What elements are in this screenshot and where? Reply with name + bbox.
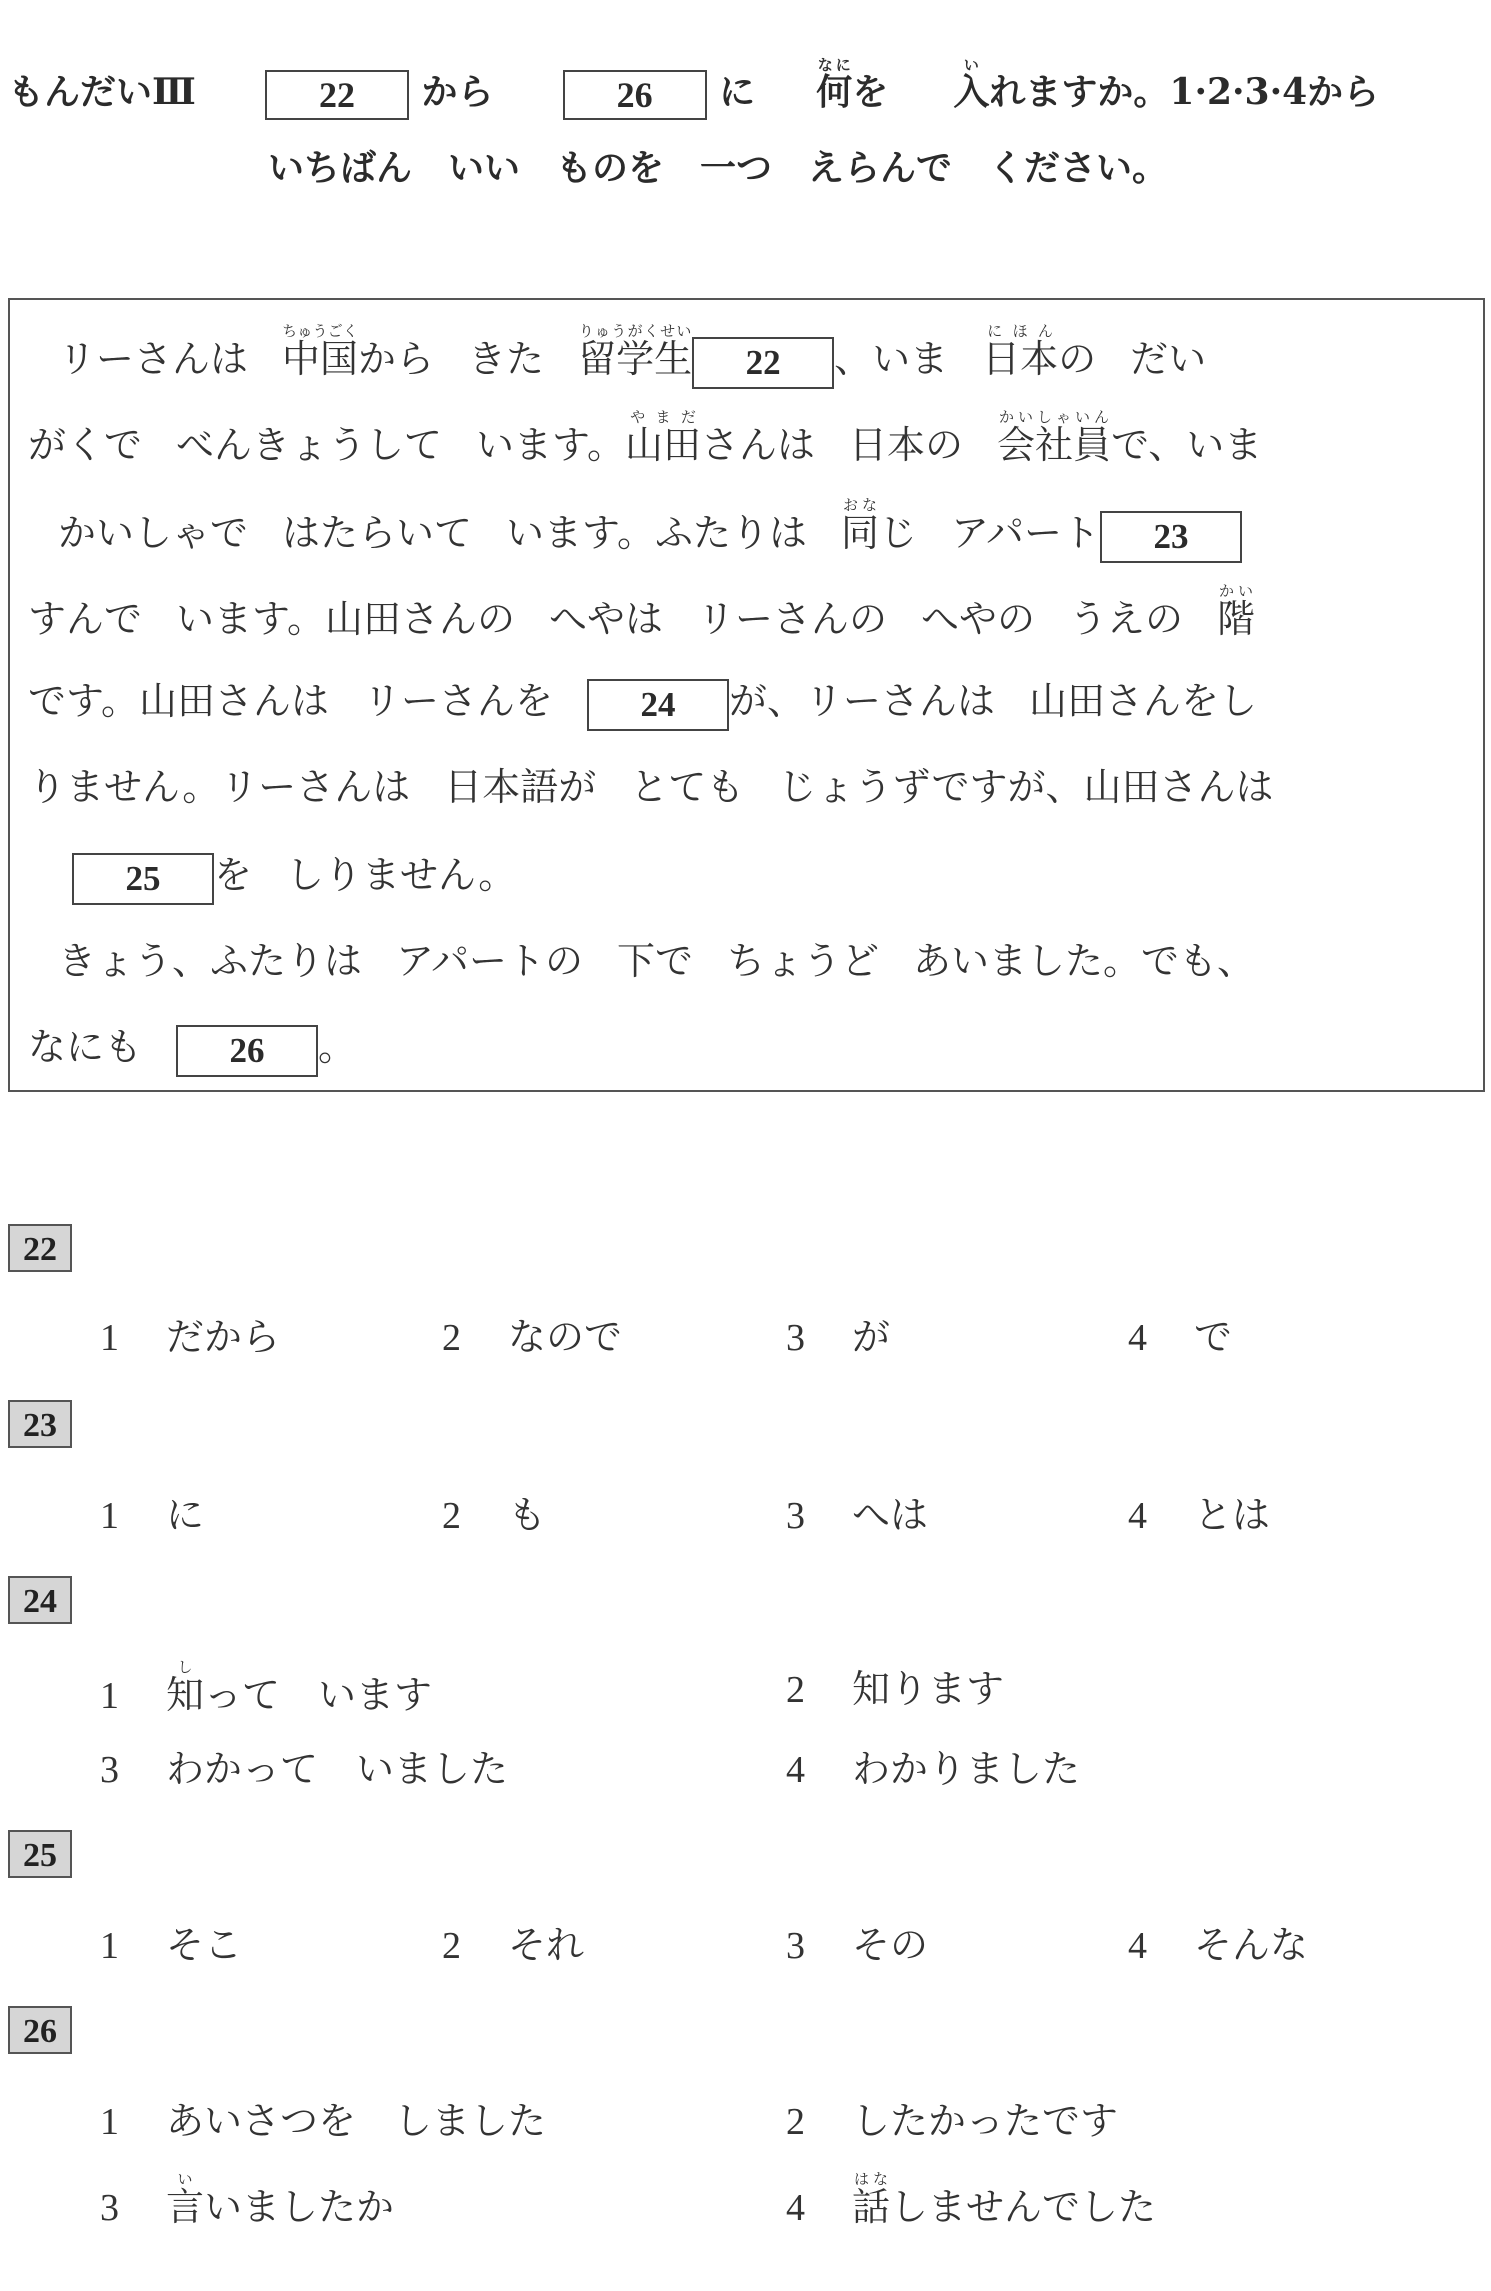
instruction-line-1 [8, 56, 1491, 120]
instruction-text: から [421, 71, 494, 113]
question-number-24: 24 [8, 1576, 72, 1624]
q23-option-2[interactable]: 2 も [442, 1493, 547, 1537]
ruby-nihon: 日本にほん [982, 322, 1059, 381]
blank-box-24: 24 [587, 679, 729, 731]
q23-option-3[interactable]: 3 へは [786, 1493, 929, 1537]
q22-option-4[interactable]: 4 で [1128, 1315, 1233, 1359]
ruby-shi: 知し [166, 1658, 205, 1717]
q24-option-3[interactable]: 3 わかって いました [100, 1747, 509, 1791]
instruction-text: れますか。1·2·3·4から [989, 71, 1380, 113]
passage-line-2: がくで べんきょうして います。山田やまださんは 日本の 会社員かいしゃいんで、いま [28, 408, 1263, 467]
ruby-chugoku: 中国ちゅうごく [282, 322, 359, 381]
q25-option-3[interactable]: 3 その [786, 1923, 929, 1967]
passage-line-7: 25 を しりません。 [72, 844, 516, 905]
passage-line-4: すんで います。山田さんの へやは リーさんの へやの うえの 階かい [28, 582, 1256, 641]
question-number-23: 23 [8, 1400, 72, 1448]
ruby-hana: 話はな [852, 2170, 891, 2229]
ruby-i: 言い [166, 2170, 205, 2229]
ruby-nani: 何なに [816, 56, 853, 113]
blank-box-25: 25 [72, 853, 214, 905]
instruction-line-2: いちばん いい ものを 一つ えらんで ください。 [268, 147, 1169, 189]
q22-option-2[interactable]: 2 なので [442, 1315, 623, 1359]
q22-option-3[interactable]: 3 が [786, 1315, 891, 1359]
ruby-ire: 入い [953, 56, 990, 113]
q26-option-4[interactable]: 4 話はなしませんでした [786, 2170, 1157, 2229]
q22-option-1[interactable]: 1 だから [100, 1315, 281, 1359]
instruction-text: に [719, 71, 756, 113]
q24-option-2[interactable]: 2 知ります [786, 1667, 1005, 1711]
q25-option-4[interactable]: 4 そんな [1128, 1923, 1309, 1967]
question-number-22: 22 [8, 1224, 72, 1272]
instruction-text: を [852, 71, 889, 113]
passage-line-8: きょう、ふたりは アパートの 下で ちょうど あいました。でも、 [58, 939, 1256, 983]
q25-option-2[interactable]: 2 それ [442, 1923, 585, 1967]
q23-option-1[interactable]: 1 に [100, 1493, 205, 1537]
q23-option-4[interactable]: 4 とは [1128, 1493, 1271, 1537]
reading-passage [8, 298, 1485, 1092]
passage-line-3: かいしゃで はたらいて います。ふたりは 同おなじ アパート 23 [58, 496, 1242, 563]
ruby-kai: 階かい [1217, 582, 1256, 641]
passage-line-1: リーさんは 中国ちゅうごくから きた 留学生りゅうがくせい22 、いま 日本にほんの だい [58, 322, 1206, 389]
q24-option-1[interactable]: 1 知しって います [100, 1658, 433, 1717]
question-number-25: 25 [8, 1830, 72, 1878]
range-end-box: 26 [563, 70, 707, 120]
ruby-onaji: 同おな [841, 496, 880, 555]
range-start-box: 22 [265, 70, 409, 120]
ruby-kaishain: 会社員かいしゃいん [997, 408, 1112, 467]
blank-box-23: 23 [1100, 511, 1242, 563]
blank-box-22: 22 [692, 337, 834, 389]
ruby-yamada: 山田やまだ [625, 408, 702, 467]
section-title: もんだいⅢ [8, 71, 196, 113]
q26-option-2[interactable]: 2 したかったです [786, 2099, 1119, 2143]
q24-option-4[interactable]: 4 わかりました [786, 1747, 1081, 1791]
passage-line-5: です。山田さんは リーさんを 24 が、リーさんは 山田さんをし [28, 670, 1257, 731]
blank-box-26: 26 [176, 1025, 318, 1077]
passage-line-6: りません。リーさんは 日本語が とても じょうずですが、山田さんは [28, 765, 1274, 809]
q25-option-1[interactable]: 1 そこ [100, 1923, 243, 1967]
q26-option-1[interactable]: 1 あいさつを しました [100, 2099, 547, 2143]
passage-line-9: なにも 26 。 [28, 1016, 356, 1077]
q26-option-3[interactable]: 3 言いいましたか [100, 2170, 395, 2229]
question-number-26: 26 [8, 2006, 72, 2054]
ruby-ryugakusei: 留学生りゅうがくせい [578, 322, 693, 381]
